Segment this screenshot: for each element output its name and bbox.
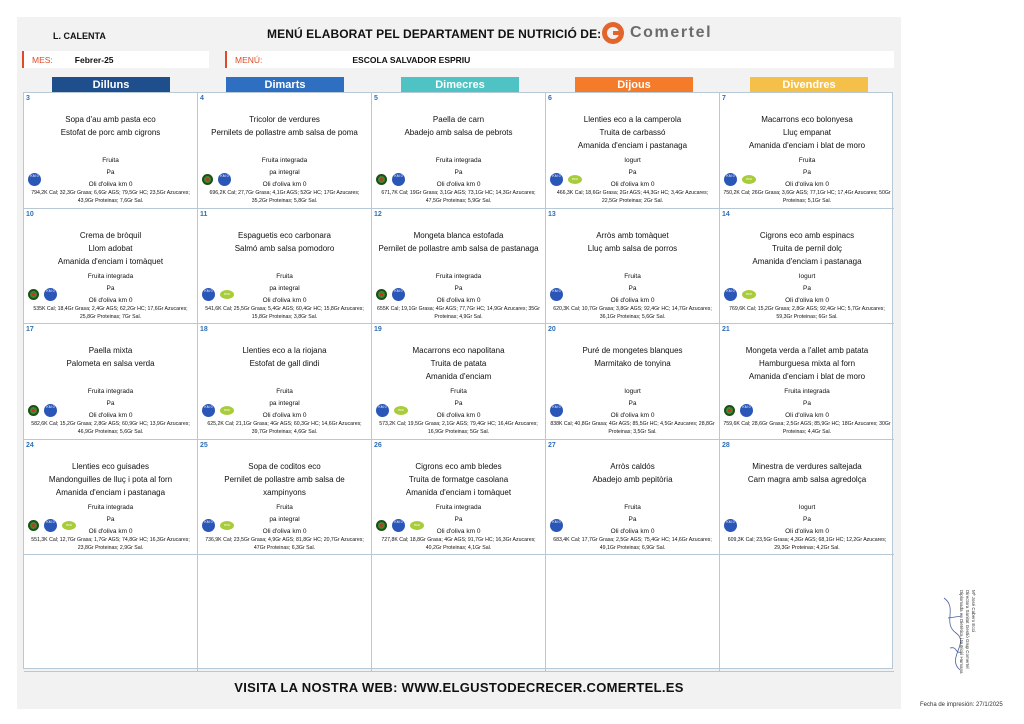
sides-list	[724, 502, 890, 538]
dish-list	[376, 460, 541, 499]
day-cell	[546, 555, 720, 672]
side-item: Fruita	[624, 272, 641, 280]
badge-icons	[376, 287, 410, 303]
sides-list	[550, 386, 715, 422]
sides-list	[28, 155, 193, 191]
signatory-name: Mª José Cabero Ecci	[971, 590, 976, 632]
side-item: Pa	[454, 284, 463, 292]
eco-badge-icon: eco	[394, 406, 408, 415]
nutrition-info: 573,2K Cal; 19,5Gr Grasa; 2,1Gr AGS; 79,4Gr HC; 16,4Gr Azucares; 16,9Gr Proteinas; 5Gr Sal.	[379, 421, 538, 435]
dish-list	[202, 113, 367, 139]
side-item: Oli d'oliva km 0	[88, 527, 133, 535]
dish: Pernilets de pollastre amb salsa de poma	[211, 128, 358, 137]
day-cell	[24, 324, 198, 440]
day-number: 25	[200, 441, 208, 449]
month-value: Febrer-25	[74, 54, 114, 65]
day-cell	[372, 209, 546, 325]
km0-badge-icon: KM 0	[202, 519, 215, 532]
dish: Llenties eco a la camperola	[583, 115, 682, 124]
dish: Hamburguesa mixta al forn	[758, 359, 856, 368]
dish: Truita de patata	[430, 359, 487, 368]
side-item: Oli d'oliva km 0	[785, 412, 829, 419]
dish-list	[376, 229, 541, 255]
side-item: Fruita integrada	[87, 272, 134, 280]
fruit-badge-icon	[376, 520, 387, 531]
badge-icons	[550, 287, 568, 303]
badge-icons	[550, 171, 587, 187]
signature-block	[946, 590, 976, 690]
day-number: 14	[722, 210, 730, 218]
badge-icons	[376, 518, 429, 534]
dish: Estofat de gall dindi	[249, 359, 320, 368]
side-item: Oli d'oliva km 0	[88, 296, 133, 304]
nutrition-info: 794,2K Cal; 32,3Gr Grasa; 6,6Gr AGS; 79,5Gr HC; 23,5Gr Azucares; 43,9Gr Proteinas; 7,6Gr Sal.	[31, 190, 190, 204]
km0-badge-icon: KM 0	[740, 404, 753, 417]
side-item: Iogurt	[624, 157, 641, 164]
day-cell	[372, 324, 546, 440]
side-item: Pa	[628, 515, 637, 523]
day-cell	[372, 440, 546, 556]
dish: Llenties eco a la riojana	[242, 346, 327, 355]
website-banner: VISITA LA NOSTRA WEB: WWW.ELGUSTODECRECER.COMERTEL.ES	[234, 680, 684, 695]
sides-list	[550, 502, 715, 538]
nutrition-info: 551,3K Cal; 12,7Gr Grasa; 1,7Gr AGS; 74,8Gr HC; 16,3Gr Azucares; 23,8Gr Proteinas; 2,9Gr Sal.	[31, 536, 190, 551]
day-header-4: Divendres	[750, 77, 868, 93]
eco-badge-icon: eco	[220, 290, 234, 299]
dish: Espaguetis eco carbonara	[238, 230, 331, 240]
dish-list	[28, 229, 193, 268]
km0-badge-icon: KM 0	[202, 288, 215, 301]
day-header-0: Dilluns	[52, 77, 170, 93]
dish: Llom adobat	[88, 243, 133, 253]
day-cell	[198, 555, 372, 672]
day-number: 28	[722, 441, 730, 449]
day-header-1: Dimarts	[226, 77, 344, 93]
side-item: Pa	[106, 284, 115, 292]
day-cell	[546, 93, 720, 209]
badge-icons	[724, 171, 761, 187]
dish: Macarrons eco napolitana	[412, 346, 505, 355]
dish: Tricolor de verdures	[249, 115, 320, 124]
side-item: pa integral	[269, 515, 300, 523]
nutrition-info: 759,6K Cal; 28,6Gr Grasa; 2,5Gr AGS; 85,9Gr HC; 18Gr Azucares; 30Gr Proteinas; 4,4Gr Sal.	[723, 421, 891, 435]
side-item: Pa	[803, 515, 811, 523]
day-header-2: Dimecres	[401, 77, 519, 93]
day-cell	[546, 209, 720, 325]
side-item: Oli d'oliva km 0	[262, 527, 307, 535]
km0-badge-icon: KM 0	[44, 288, 57, 301]
side-item: Fruita	[450, 388, 467, 395]
dish: Truita de formatge casolana	[408, 474, 509, 484]
day-cell	[546, 440, 720, 556]
dish: Crema de bròquil	[79, 230, 142, 240]
km0-badge-icon: KM 0	[550, 288, 563, 301]
school-code: L. CALENTA	[53, 31, 106, 41]
dish: Estofat de porc amb cigrons	[60, 128, 161, 137]
eco-badge-icon: eco	[220, 406, 234, 415]
side-item: Oli d'oliva km 0	[610, 296, 655, 304]
sides-list	[550, 271, 715, 307]
dish-list	[550, 229, 715, 255]
side-item: Oli d'oliva km 0	[262, 181, 307, 188]
side-item: Fruita integrada	[87, 503, 134, 511]
badge-icons	[550, 402, 568, 418]
dish-list	[724, 460, 890, 486]
side-item: Oli d'oliva km 0	[436, 412, 481, 419]
fruit-badge-icon	[724, 405, 735, 416]
side-item: Oli d'oliva km 0	[436, 181, 481, 188]
dish: Marmitako de tonyina	[594, 359, 671, 368]
dish: Llenties eco guisades	[72, 461, 149, 471]
dish-list	[28, 460, 193, 499]
dish: Sopa d'au amb pasta eco	[65, 115, 156, 124]
side-item: Fruita	[798, 157, 816, 164]
side-item: Oli d'oliva km 0	[610, 412, 655, 419]
side-item: Iogurt	[798, 272, 816, 280]
dish: Mandonguilles de lluç i pota al forn	[48, 474, 173, 484]
dish-list	[28, 344, 193, 370]
dish: Palometa en salsa verda	[66, 359, 155, 368]
comertel-logo	[602, 20, 712, 46]
side-item: Pa	[106, 400, 115, 407]
menu-label: MENÚ:	[235, 54, 263, 65]
day-cell	[720, 555, 894, 672]
signatory-role: Directora Sanitat Gestió Grup Comertel	[965, 590, 970, 669]
nutrition-info: 769,6K Cal; 15,2Gr Grasa; 2,8Gr AGS; 92,4Gr HC; 5,7Gr Azucares; 59,3Gr Proteinas; 6Gr Sal.	[729, 305, 885, 320]
day-number: 17	[26, 326, 34, 333]
day-number: 7	[722, 95, 726, 102]
side-item: Fruita integrada	[435, 503, 482, 511]
nutrition-info: 466,3K Cal; 18,6Gr Grasa; 2Gr AGS; 44,3Gr HC; 3,4Gr Azucares; 22,5Gr Proteinas; 2Gr Sal.	[556, 190, 709, 204]
dish: Salmó amb salsa pomodoro	[234, 243, 335, 253]
nutrition-info: 655K Cal; 19,1Gr Grasa; 4Gr AGS; 77,7Gr HC; 14,9Gr Azucares; 35Gr Proteinas; 4,9Gr Sal.	[377, 305, 540, 320]
fruit-badge-icon	[28, 405, 39, 416]
side-item: Pa	[803, 284, 811, 292]
badge-icons	[724, 287, 761, 303]
dish: Mongeta blanca estofada	[413, 230, 504, 240]
nutrition-info: 535K Cal; 18,4Gr Grasa; 2,4Gr AGS; 62,2Gr HC; 17,6Gr Azucares; 25,8Gr Proteinas; 7Gr Sal.	[33, 305, 188, 320]
day-cell	[720, 440, 894, 556]
comertel-logo-icon	[602, 22, 624, 44]
side-item: Oli d'oliva km 0	[88, 181, 133, 188]
km0-badge-icon: KM 0	[392, 173, 405, 186]
dish: Amanida d'enciam i pastanaga	[752, 256, 862, 266]
nutrition-info: 620,3K Cal; 10,7Gr Grasa; 3,8Gr AGS; 92,4Gr HC; 14,7Gr Azucares; 36,1Gr Proteinas; 5,6Gr Sal.	[553, 305, 712, 320]
day-cell	[720, 324, 894, 440]
dish: Truita de pernil dolç	[772, 243, 842, 253]
badge-icons	[724, 518, 742, 534]
menu-row	[225, 51, 894, 68]
dish: Sopa de coditos eco	[248, 461, 321, 471]
month-row	[22, 51, 209, 68]
badge-icons	[376, 171, 410, 187]
accent-bar	[225, 51, 227, 68]
signatory-qualification: Diplomada en Dietètica i Nutrició Humana	[959, 590, 964, 674]
badge-icons	[28, 171, 46, 187]
dish: Lluç empanat	[782, 128, 832, 137]
side-item: Oli d'oliva km 0	[610, 527, 655, 535]
day-number: 10	[26, 210, 34, 218]
badge-icons	[28, 402, 62, 418]
day-number: 4	[200, 95, 204, 102]
day-number: 27	[548, 441, 556, 449]
accent-bar	[22, 51, 24, 68]
side-item: Fruita	[624, 503, 641, 511]
day-cell	[198, 209, 372, 325]
badge-icons	[202, 287, 239, 303]
badge-icons	[202, 171, 236, 187]
km0-badge-icon: KM 0	[44, 519, 57, 532]
day-cell	[198, 440, 372, 556]
dish-list	[724, 344, 890, 383]
menu-value: ESCOLA SALVADOR ESPRIU	[352, 54, 471, 65]
side-item: Oli d'oliva km 0	[436, 527, 481, 535]
nutrition-info: 609,3K Cal; 23,5Gr Grasa; 4,3Gr AGS; 68,1Gr HC; 12,2Gr Azucares; 29,3Gr Proteinas; 4,2Gr Sal.	[727, 536, 887, 551]
nutrition-info: 625,2K Cal; 21,1Gr Grasa; 4Gr AGS; 60,3Gr HC; 14,6Gr Azucares; 39,7Gr Proteinas; 4,6Gr Sal.	[207, 421, 362, 435]
dish: Abadejo amb pepitòria	[592, 474, 673, 484]
day-cell	[372, 93, 546, 209]
dish: Amanida d'enciam i pastanaga	[577, 141, 688, 150]
km0-badge-icon: KM 0	[724, 519, 737, 532]
eco-badge-icon: eco	[742, 175, 756, 184]
dish-list	[376, 113, 541, 139]
dish: Amanida d'enciam i blat de moro	[748, 372, 866, 381]
eco-badge-icon: eco	[410, 521, 424, 530]
nutrition-info: 736,9K Cal; 23,5Gr Grasa; 4,9Gr AGS; 81,8Gr HC; 20,7Gr Azucares; 47Gr Proteinas; 6,3Gr Sal.	[205, 536, 364, 551]
nutrition-info: 582,6K Cal; 15,2Gr Grasa; 2,8Gr AGS; 60,9Gr HC; 13,9Gr Azucares; 46,9Gr Proteinas; 5,6Gr Sal.	[31, 421, 190, 435]
dish: Amanida d'enciam i tomàquet	[57, 256, 164, 266]
dish: Pernilet de pollastre amb salsa de xampinyons	[224, 474, 345, 497]
side-item: Pa	[454, 400, 463, 407]
menu-grid	[23, 92, 893, 669]
km0-badge-icon: KM 0	[376, 404, 389, 417]
side-item: pa integral	[269, 284, 300, 292]
dish: Paella de carn	[432, 115, 485, 124]
dish-list	[202, 460, 367, 499]
badge-icons	[202, 402, 239, 418]
day-number: 13	[548, 210, 556, 218]
km0-badge-icon: KM 0	[202, 404, 215, 417]
dish: Amanida d'enciam i blat de moro	[748, 141, 866, 150]
side-item: Fruita integrada	[261, 157, 308, 164]
side-item: Fruita integrada	[435, 272, 482, 280]
side-item: Fruita integrada	[435, 157, 482, 164]
dish: Macarrons eco bolonyesa	[761, 115, 853, 124]
km0-badge-icon: KM 0	[392, 519, 405, 532]
day-number: 5	[374, 95, 378, 102]
day-number: 18	[200, 326, 208, 333]
side-item: Oli d'oliva km 0	[262, 296, 307, 304]
dish-list	[550, 460, 715, 486]
badge-icons	[550, 518, 568, 534]
dish: Truita de carbassó	[599, 128, 666, 137]
dish: Mongeta verda a l'allet amb patata	[745, 346, 869, 355]
dish: Lluç amb salsa de porros	[587, 243, 678, 253]
day-cell	[198, 324, 372, 440]
fruit-badge-icon	[28, 520, 39, 531]
km0-badge-icon: KM 0	[550, 173, 563, 186]
day-cell	[24, 209, 198, 325]
side-item: Oli d'oliva km 0	[262, 412, 307, 419]
day-number: 3	[26, 95, 30, 102]
dish: Minestra de verdures saltejada	[752, 461, 862, 471]
day-number: 11	[200, 210, 208, 218]
side-item: Pa	[454, 515, 463, 523]
badge-icons	[28, 287, 62, 303]
km0-badge-icon: KM 0	[44, 404, 57, 417]
side-item: Pa	[628, 169, 637, 176]
nutrition-info: 750,2K Cal; 26Gr Grasa; 3,6Gr AGS; 77,1Gr HC; 17,4Gr Azucares; 50Gr Proteinas; 5,1Gr Sal.	[723, 190, 891, 204]
side-item: Oli d'oliva km 0	[785, 181, 829, 188]
day-cell	[720, 93, 894, 209]
badge-icons	[202, 518, 239, 534]
day-cell	[720, 209, 894, 325]
day-header-3: Dijous	[575, 77, 693, 93]
dish: Arròs amb tomàquet	[596, 230, 669, 240]
day-cell	[372, 555, 546, 672]
badge-icons	[724, 402, 758, 418]
badge-icons	[376, 402, 413, 418]
dish: Amanida d'enciam i tomàquet	[405, 487, 512, 497]
dish-list	[724, 229, 890, 268]
dish: Pernilet de pollastre amb salsa de pastanaga	[378, 243, 539, 253]
side-item: Fruita integrada	[87, 388, 134, 395]
side-item: Fruita	[276, 272, 293, 280]
nutrition-info: 671,7K Cal; 19Gr Grasa; 3,1Gr AGS; 73,1Gr HC; 14,3Gr Azucares; 47,5Gr Proteinas; 5,9Gr Sal.	[381, 190, 536, 204]
side-item: Pa	[628, 284, 637, 292]
day-number: 26	[374, 441, 382, 449]
side-item: Oli d'oliva km 0	[88, 412, 133, 419]
dish-list	[376, 344, 541, 383]
side-item: Iogurt	[624, 388, 641, 395]
day-number: 21	[722, 326, 730, 333]
menu-sheet	[17, 17, 901, 709]
km0-badge-icon: KM 0	[724, 173, 737, 186]
fruit-badge-icon	[202, 174, 213, 185]
badge-icons	[28, 518, 81, 534]
nutrition-info: 683,4K Cal; 17,7Gr Grasa; 2,5Gr AGS; 75,4Gr HC; 14,6Gr Azucares; 49,1Gr Proteinas; 6,9Gr Sal.	[553, 536, 712, 551]
side-item: Pa	[454, 169, 463, 176]
dish: Amanida d'enciam i pastanaga	[55, 487, 166, 497]
day-number: 20	[548, 326, 556, 333]
side-item: Oli d'oliva km 0	[785, 296, 829, 304]
fruit-badge-icon	[376, 289, 387, 300]
dish: Carn magra amb salsa agredolça	[747, 474, 867, 484]
day-cell	[24, 555, 198, 672]
dish-list	[550, 113, 715, 152]
side-item: Fruita integrada	[784, 388, 830, 395]
side-item: Pa	[628, 400, 637, 407]
print-date: Fecha de impresión: 27/1/2025	[920, 702, 1003, 708]
day-cell	[546, 324, 720, 440]
side-item: Pa	[106, 169, 115, 176]
month-label: MES:	[32, 54, 53, 65]
side-item: Oli d'oliva km 0	[610, 181, 655, 188]
km0-badge-icon: KM 0	[218, 173, 231, 186]
eco-badge-icon: eco	[742, 290, 756, 299]
km0-badge-icon: KM 0	[28, 173, 41, 186]
dish: Cigrons eco amb bledes	[415, 461, 502, 471]
day-number: 19	[374, 326, 382, 333]
dish: Arròs caldós	[610, 461, 655, 471]
dish-list	[724, 113, 890, 152]
day-number: 12	[374, 210, 382, 218]
dish-list	[202, 229, 367, 255]
dish: Paella mixta	[88, 346, 133, 355]
day-cell	[198, 93, 372, 209]
dish: Amanida d'enciam	[425, 372, 492, 381]
fruit-badge-icon	[376, 174, 387, 185]
km0-badge-icon: KM 0	[550, 404, 563, 417]
side-item: pa integral	[269, 169, 300, 176]
side-item: Oli d'oliva km 0	[436, 296, 481, 304]
side-item: Pa	[803, 400, 811, 407]
km0-badge-icon: KM 0	[392, 288, 405, 301]
dish: Cigrons eco amb espinacs	[759, 230, 855, 240]
day-number: 6	[548, 95, 552, 102]
day-cell	[24, 93, 198, 209]
side-item: Pa	[803, 169, 811, 176]
dish-list	[202, 344, 367, 370]
page-title: MENÚ ELABORAT PEL DEPARTAMENT DE NUTRICIÓ DE:	[267, 27, 602, 41]
eco-badge-icon: eco	[62, 521, 76, 530]
dish: Abadejo amb salsa de pebrots	[404, 128, 513, 137]
side-item: Fruita	[102, 157, 119, 164]
eco-badge-icon: eco	[220, 521, 234, 530]
nutrition-info: 727,8K Cal; 18,8Gr Grasa; 4Gr AGS; 91,7Gr HC; 16,3Gr Azucares; 40,2Gr Proteinas; 4,1Gr Sal.	[381, 536, 536, 551]
km0-badge-icon: KM 0	[550, 519, 563, 532]
side-item: Pa	[106, 515, 115, 523]
nutrition-info: 696,2K Cal; 27,7Gr Grasa; 4,1Gr AGS; 52Gr HC; 17Gr Azucares; 35,2Gr Proteinas; 5,8Gr Sal.	[209, 190, 360, 204]
day-cell	[24, 440, 198, 556]
day-number: 24	[26, 441, 34, 449]
dish-list	[550, 344, 715, 370]
dish-list	[28, 113, 193, 139]
nutrition-info: 541,6K Cal; 25,5Gr Grasa; 5,4Gr AGS; 60,4Gr HC; 15,8Gr Azucares; 15,8Gr Proteinas; 3,8Gr Sal.	[205, 305, 364, 320]
side-item: Oli d'oliva km 0	[785, 527, 829, 535]
side-item: pa integral	[269, 400, 300, 407]
brand-name: Comertel	[630, 24, 713, 41]
side-item: Fruita	[276, 503, 293, 511]
side-item: Iogurt	[798, 503, 816, 511]
side-item: Fruita	[276, 388, 293, 395]
nutrition-info: 838K Cal; 40,8Gr Grasa; 4Gr AGS; 85,5Gr HC; 4,5Gr Azucares; 28,8Gr Proteinas; 3,5Gr Sal.	[550, 421, 715, 435]
dish: Puré de mongetes blanques	[582, 346, 683, 355]
km0-badge-icon: KM 0	[724, 288, 737, 301]
eco-badge-icon: eco	[568, 175, 582, 184]
fruit-badge-icon	[28, 289, 39, 300]
